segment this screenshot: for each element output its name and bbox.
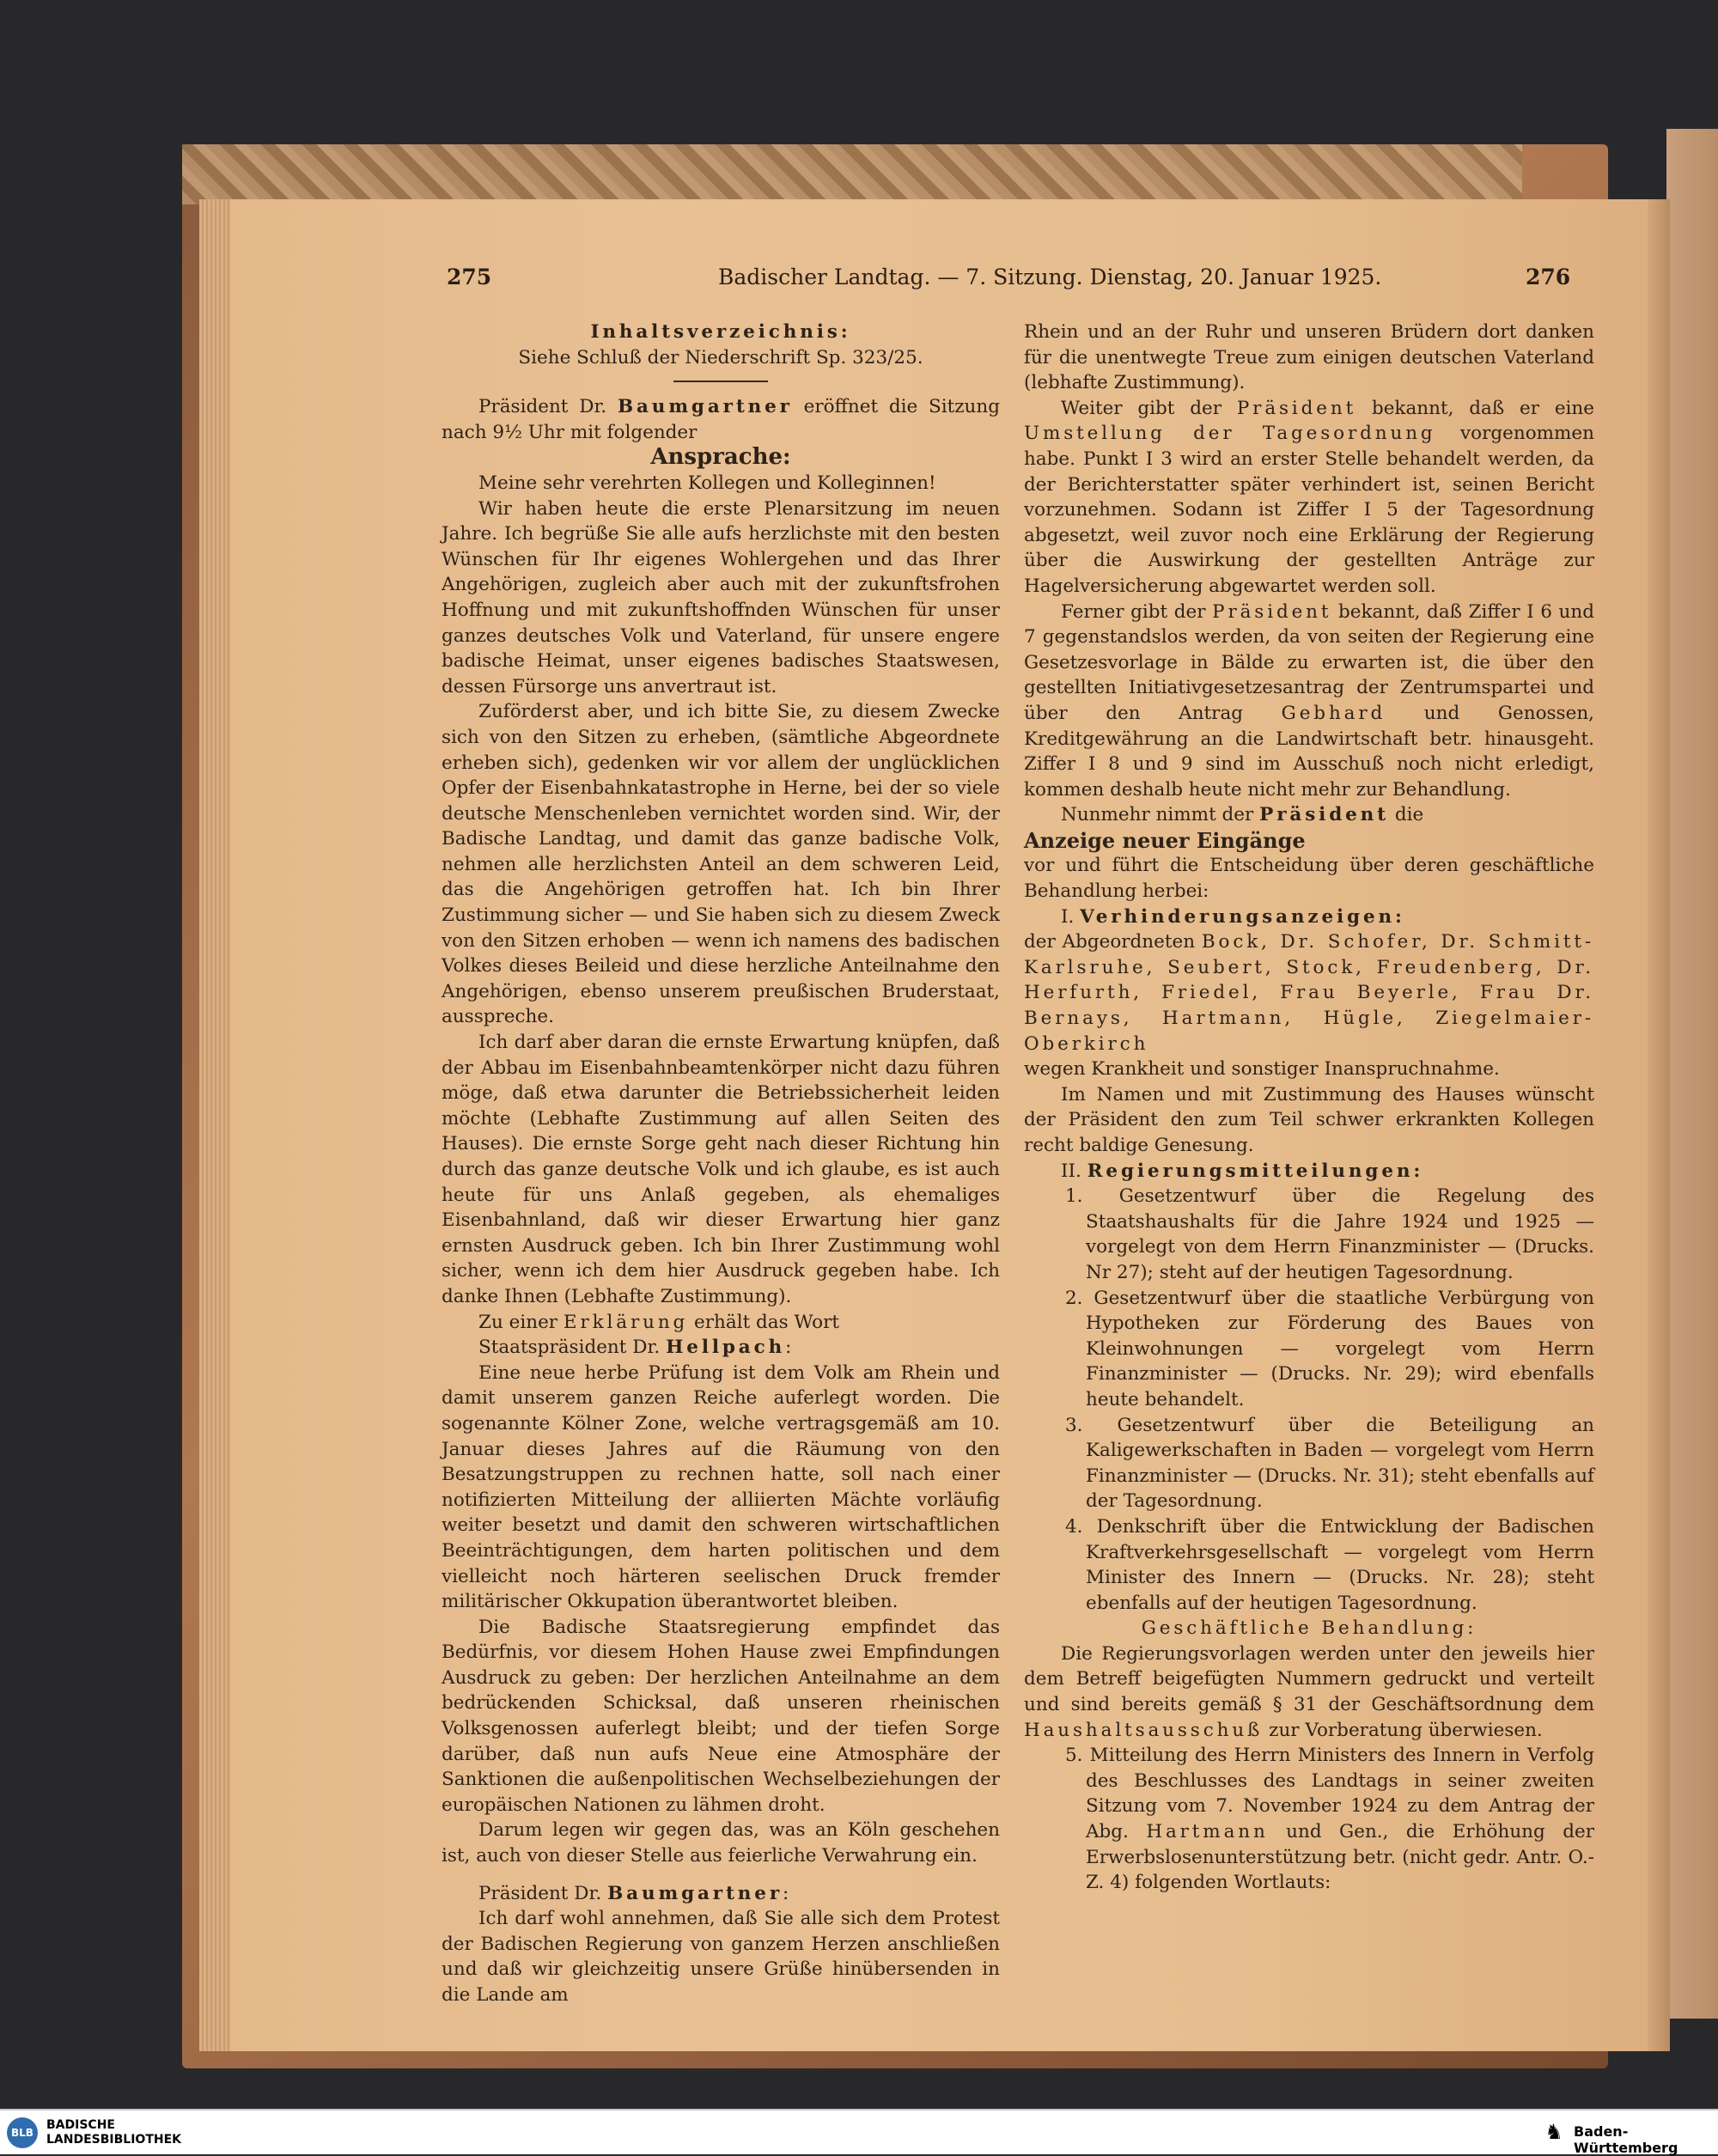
section-subheading: Geschäftliche Behandlung: (1141, 1617, 1477, 1640)
left-column (442, 320, 1000, 2008)
member-names: Bock, Dr. Schofer, Dr. Schmitt-Karlsruhe, Seubert, Stock, Freudenberg, Dr. Herfurth, Friedel, Frau Beyerle, Frau Dr. Bernays, Hartmann, Hügle, Ziegelmaier-Oberkirch (1024, 931, 1594, 1055)
marbled-cover-edge (182, 144, 1522, 204)
list-item: 3. Gesetzentwurf über die Beteiligung an Kaligewerkschaften in Baden — vorgelegt vom Herrn Finanzminister — (Drucks. Nr. 31); steht ebenfalls auf der Tagesordnung. (1065, 1414, 1594, 1513)
paragraph: Wir haben heute die erste Plenarsitzung im neuen Jahre. Ich begrüße Sie alle aufs herzlichste mit den besten Wünschen für Ihr eigenes Wohlergehen und das Ihrer Angehörigen, zugleich aber auch mit der zukunftsfrohen Hoffnung und mit zukunftshoffnden Wünschen für unser ganzes deutsches Volk und Vaterland, für unsere engere badische Heimat, unser eigenes badisches Staatswesen, dessen Fürsorge uns anvertraut ist. (442, 497, 1000, 697)
state-name[interactable]: Baden-Württemberg (1574, 2123, 1678, 2156)
list-item: 2. Gesetzentwurf über die staatliche Verbürgung von Hypotheken zur Förderung des Baues von Kleinwohnungen — vorgelegt vom Herrn Finanzminister — (Drucks. Nr. 29); wird ebenfalls heute behandelt. (1065, 1287, 1594, 1410)
right-column (1024, 320, 1594, 1896)
page-gutter (1648, 199, 1670, 2051)
page-stack-edges (199, 199, 234, 2051)
paragraph: Nunmehr nimmt der Präsident die (1061, 804, 1424, 826)
paragraph: Darum legen wir gegen das, was an Köln geschehen ist, auch von dieser Stelle aus feierliche Verwahrung ein. (442, 1819, 1000, 1867)
speaker-name: Baumgartner (617, 396, 793, 418)
paragraph: Meine sehr verehrten Kollegen und Kolleginnen! (478, 472, 936, 494)
heading-ansprache: Ansprache: (650, 444, 791, 471)
page-number-left: 275 (447, 265, 492, 289)
running-title: Badischer Landtag. — 7. Sitzung. Dienstag, 20. Januar 1925. (718, 265, 1382, 289)
paragraph: vor und führt die Entscheidung über deren geschäftliche Behandlung herbei: (1024, 855, 1594, 903)
section-heading: I. Verhinderungsanzeigen: (1061, 905, 1405, 928)
speaker-name: Baumgartner (607, 1882, 783, 1904)
speaker-line: Präsident Dr. Baumgartner: (478, 1882, 789, 1904)
next-page-edge (1666, 129, 1718, 2019)
paragraph: wegen Krankheit und sonstiger Inanspruchnahme. (1024, 1058, 1500, 1081)
paragraph: Ferner gibt der Präsident bekannt, daß Ziffer I 6 und 7 gegenstandslos werden, da von seiten der Regierung eine Gesetzesvorlage in Bälde zu erwarten ist, die über den gestellten Initiativgesetzesantrag der Zentrumspartei und über den Antrag Gebhard und Genossen, Kreditgewährung an die Landwirtschaft betr. hinausgeht. Ziffer I 8 und 9 sind im Ausschuß noch nicht erledigt, kommen deshalb heute nicht mehr zur Behandlung. (1024, 600, 1594, 801)
paragraph: Im Namen und mit Zustimmung des Hauses wünscht der Präsident den zum Teil schwer erkrankten Kollegen recht baldige Genesung. (1024, 1083, 1594, 1156)
page-number-right: 276 (1526, 265, 1571, 289)
viewer-footer (0, 2109, 1718, 2154)
opening-paragraph: Präsident Dr. Baumgartner eröffnet die Sitzung nach 9½ Uhr mit folgender (442, 396, 1000, 443)
paragraph: der Abgeordneten Bock, Dr. Schofer, Dr. Schmitt-Karlsruhe, Seubert, Stock, Freudenberg, Dr. Herfurth, Friedel, Frau Beyerle, Frau Dr. Bernays, Hartmann, Hügle, Ziegelmaier-Oberkirch (1024, 931, 1594, 1055)
speaker-name: Präsident (1259, 804, 1389, 826)
blb-logo[interactable]: BLB (7, 2117, 38, 2148)
list-item: 1. Gesetzentwurf über die Regelung des Staatshaushalts für die Jahre 1924 und 1925 — vorgelegt von dem Herrn Finanzminister — (Drucks. Nr 27); steht auf der heutigen Tagesordnung. (1065, 1185, 1594, 1283)
speaker-name: Hellpach (666, 1337, 786, 1359)
separator-rule (673, 381, 768, 382)
paragraph: Ich darf aber daran die ernste Erwartung knüpfen, daß der Abbau im Eisenbahnbeamtenkörper nicht dazu führen möge, daß etwa darunter die Betriebssicherheit leiden möchte (Lebhafte Zustimmung auf allen Seiten des Hauses). Die ernste Sorge geht nach dieser Richtung hin durch das ganze deutsche Volk und ich glaube, es ist auch heute für uns Anlaß gegeben, als ehemaliges Eisenbahnland, daß wir dieser Erwartung hier ganz ernsten Ausdruck geben. Ich bin Ihrer Zustimmung wohl sicher, wenn ich dem hier Ausdruck gegeben habe. Ich danke Ihnen (Lebhafte Zustimmung). (442, 1032, 1000, 1307)
heading-anzeige: Anzeige neuer Eingänge (1024, 827, 1306, 853)
paragraph: Zuförderst aber, und ich bitte Sie, zu diesem Zwecke sich von den Sitzen zu erheben, (sämtliche Abgeordnete erheben sich), gedenken wir vor allem der unglücklichen Opfer der Eisenbahnkatastrophe in Herne, bei der so viele deutsche Menschenleben vernichtet worden sind. Wir, der Badische Landtag, und damit das ganze badische Volk, nehmen alle herzlichsten Anteil an dem schweren Leid, das die Angehörigen getroffen hat. Ich bin Ihrer Zustimmung sicher — und Sie haben sich zu diesem Zweck von den Sitzen erhoben — wenn ich namens des badischen Volkes dieses Beileid und diese herzliche Anteilnahme den Angehörigen, ebenso unserem preußischen Bruderstaat, ausspreche. (442, 701, 1000, 1028)
paragraph: Die Regierungsvorlagen werden unter den jeweils hier dem Betreff beigefügten Nummern gedruckt und verteilt und sind bereits gemäß § 31 der Geschäftsordnung dem Haushaltsausschuß zur Vorberatung überwiesen. (1024, 1642, 1594, 1741)
list-item: 4. Denkschrift über die Entwicklung der Badischen Kraftverkehrsgesellschaft — vorgelegt vom Herrn Minister des Innern — (Drucks. Nr. 28); steht ebenfalls auf der heutigen Tagesordnung. (1065, 1515, 1594, 1614)
paragraph: Weiter gibt der Präsident bekannt, daß er eine Umstellung der Tagesordnung vorgenommen habe. Punkt I 3 wird an erster Stelle behandelt werden, da der Berichterstatter später verhindert ist, seinen Bericht vorzunehmen. Sodann ist Ziffer I 5 der Tagesordnung abgesetzt, weil zuvor noch eine Erklärung der Regierung über die Auswirkung der gestellten Anträge zur Hagelversicherung abgewartet werden soll. (1024, 397, 1594, 597)
section-heading: II. Regierungsmitteilungen: (1061, 1160, 1424, 1182)
toc-title: Inhaltsverzeichnis: (590, 321, 851, 343)
list-item: 5. Mitteilung des Herrn Ministers des Innern in Verfolg des Beschlusses des Landtags in seiner zweiten Sitzung vom 7. November 1924 zu dem Antrag der Abg. Hartmann und Gen., die Erhöhung der Erwerbslosenunterstützung betr. (nicht gedr. Antr. O.-Z. 4) folgenden Wortlauts: (1065, 1745, 1594, 1894)
toc-reference: Siehe Schluß der Niederschrift Sp. 323/25. (518, 346, 923, 368)
speaker-line: Staatspräsident Dr. Hellpach: (478, 1337, 792, 1359)
paragraph: Eine neue herbe Prüfung ist dem Volk am Rhein und damit unserem ganzen Reiche auferlegt worden. Die sogenannte Kölner Zone, welche vertragsgemäß am 10. Januar dieses Jahres auf die Räumung von den Besatzungstruppen zu rechnen hatte, soll nach einer notifizierten Mitteilung der alliierten Mächte vorläufig weiter besetzt und damit den schweren wirtschaftlichen Beeinträchtigungen, dem harten politischen und dem vielleicht noch härteren seelischen Druck fremder militärischer Okkupation überantwortet bleiben. (442, 1361, 1000, 1613)
paragraph: Ich darf wohl annehmen, daß Sie alle sich dem Protest der Badischen Regierung von ganzem Herzen anschließen und daß wir gleichzeitig unsere Grüße hinübersenden in die Lande am (442, 1908, 1000, 2006)
paragraph: Rhein und an der Ruhr und unseren Brüdern dort danken für die unentwegte Treue zum einigen deutschen Vaterland (lebhafte Zustimmung). (1024, 321, 1594, 394)
library-name[interactable]: BADISCHE LANDESBIBLIOTHEK (46, 2118, 182, 2147)
paragraph: Zu einer Erklärung erhält das Wort (478, 1311, 839, 1333)
paragraph: Die Badische Staatsregierung empfindet das Bedürfnis, vor diesem Hohen Hause zwei Empfindungen Ausdruck zu geben: Der herzlichen Anteilnahme an dem bedrückenden Schicksal, daß unseren rheinischen Volksgenossen auferlegt bleibt; und der tiefen Sorge darüber, daß nun aufs Neue eine Atmosphäre der Sanktionen die außenpolitischen Wechselbeziehungen der europäischen Nationen zu lähmen droht. (442, 1616, 1000, 1816)
coat-of-arms-icon: ♞ (1544, 2120, 1563, 2144)
